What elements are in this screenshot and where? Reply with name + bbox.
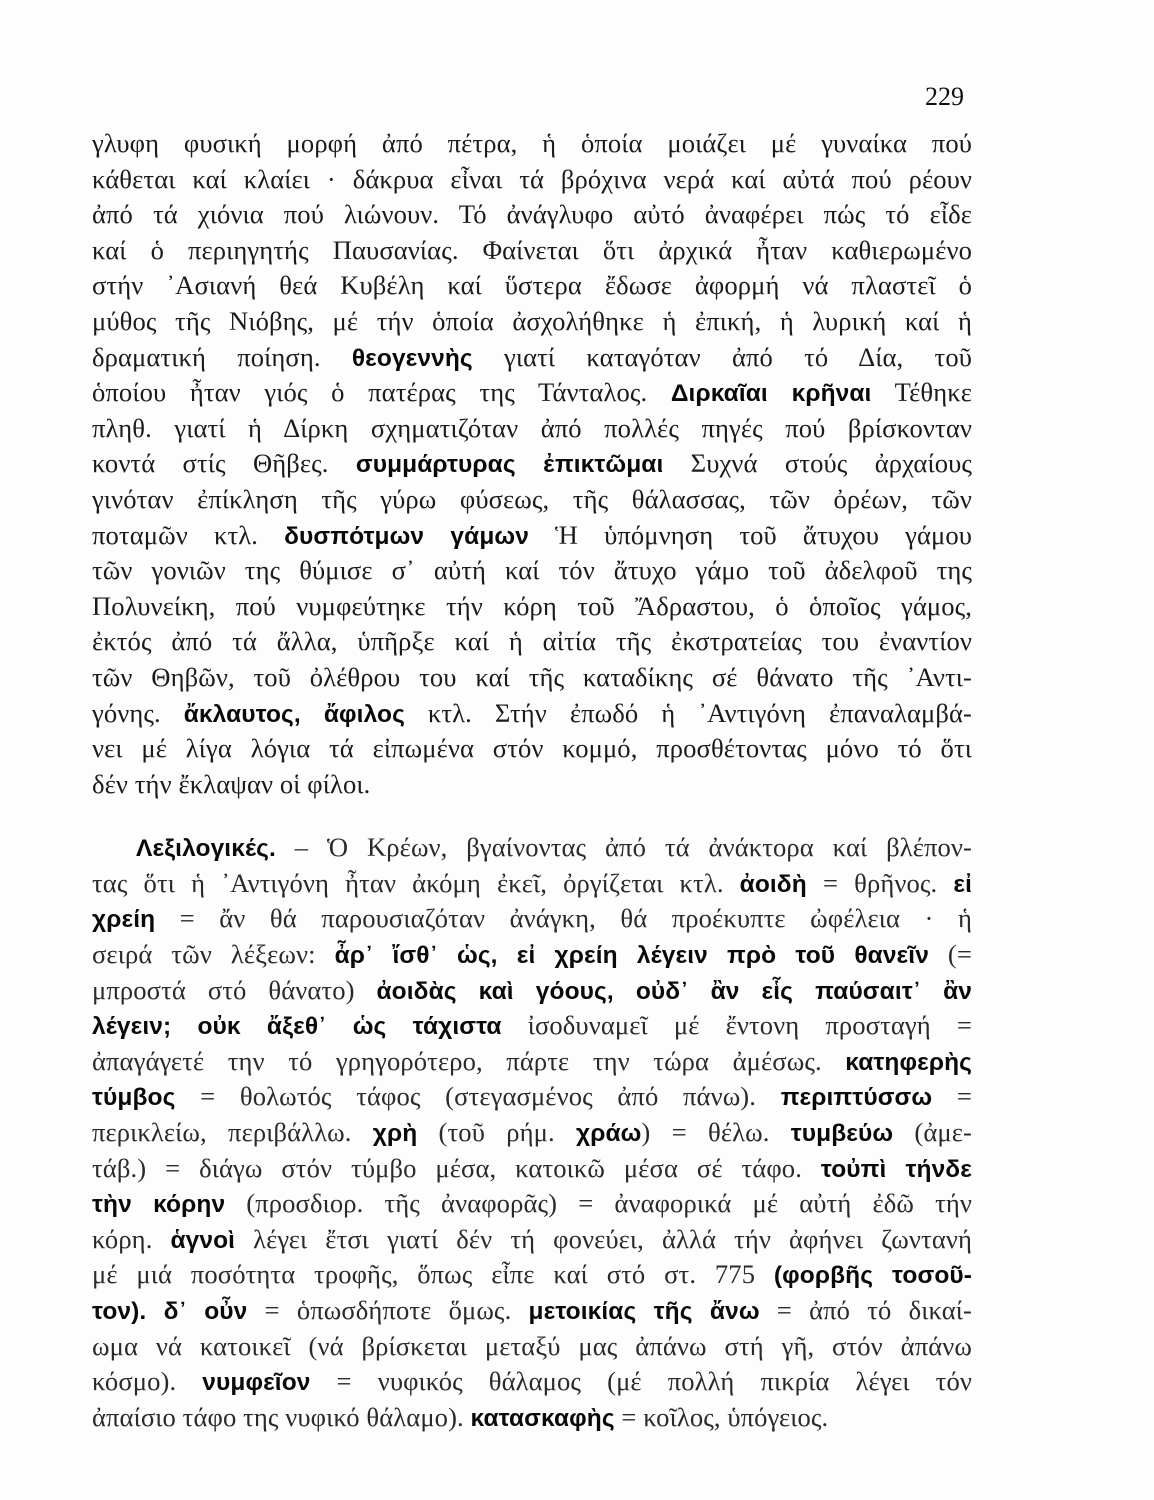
- bold-term: τυμβεύω: [790, 1120, 894, 1148]
- line-text: (ἀμε-: [893, 1117, 972, 1148]
- text-line: [92, 197, 972, 233]
- bold-term: ἀοιδὰς καὶ γόους, οὐδ᾿ ἂν εἷς παύσαιτ᾿ ἂν: [376, 977, 972, 1005]
- text-line: [92, 973, 972, 1009]
- text-line: [92, 830, 972, 866]
- line-text: =: [932, 1081, 972, 1112]
- text-line: [92, 589, 972, 625]
- bold-term: κατηφερὴς: [845, 1048, 972, 1076]
- bold-term: δυσπότμων γάμων: [284, 522, 529, 550]
- text-line: [92, 482, 972, 518]
- line-text: τῶν Θηβῶν, τοῦ ὀλέθρου του καί τῆς καταδίκης σέ θάνατο τῆς ᾿Αντι-: [92, 661, 972, 692]
- line-text: περικλείω, περιβάλλω.: [92, 1117, 373, 1148]
- line-text: ἀπαίσιο τάφο της νυφικό θάλαμο).: [92, 1401, 471, 1432]
- line-text: σειρά τῶν λέξεων:: [92, 939, 335, 970]
- text-line: [92, 1044, 972, 1080]
- bold-term: τύμβος: [92, 1084, 176, 1112]
- text-line: [92, 126, 972, 162]
- line-text: τάβ.) = διάγω στόν τύμβο μέσα, κατοικῶ μέσα σέ τάφο.: [92, 1152, 821, 1183]
- line-text: = ἄν θά παρουσιαζόταν ἀνάγκη, θά προέκυπτε ὠφέλεια · ἡ: [155, 903, 972, 934]
- line-text: γιατί καταγόταν ἀπό τό Δία, τοῦ: [472, 341, 972, 372]
- text-line: [92, 1364, 972, 1400]
- text-line: [92, 162, 972, 198]
- line-text: – Ὁ Κρέων, βγαίνοντας ἀπό τά ἀνάκτορα καί βλέπον-: [275, 832, 972, 863]
- bold-term: λέγειν; οὐκ ἄξεθ᾿ ὡς τάχιστα: [92, 1013, 502, 1041]
- text-line: [92, 731, 972, 767]
- bold-term: θεογεννὴς: [351, 344, 473, 372]
- text-line: [92, 340, 972, 376]
- text-line: [92, 1186, 972, 1222]
- bold-term: τὴν κόρην: [92, 1191, 226, 1219]
- line-text: Τέθηκε: [871, 377, 972, 408]
- text-line: [92, 1222, 972, 1258]
- line-text: κόσμο).: [92, 1366, 203, 1397]
- line-text: καί ὁ περιηγητής Παυσανίας. Φαίνεται ὅτι ἀρχικά ἦταν καθιερωμένο: [92, 234, 972, 265]
- line-text: στήν ᾿Ασιανή θεά Κυβέλη καί ὕστερα ἔδωσε ἀφορμή νά πλαστεῖ ὁ: [92, 270, 972, 301]
- line-text: = ἀπό τό δικαί-: [759, 1295, 972, 1325]
- line-text: ὁποίου ἦταν γιός ὁ πατέρας της Τάνταλος.: [92, 377, 671, 408]
- bold-term: χρείη: [92, 906, 156, 934]
- text-line: [92, 937, 972, 973]
- line-text: ποταμῶν κτλ.: [92, 519, 285, 550]
- bold-term: (φορβῆς τοσοῦ-: [773, 1262, 972, 1290]
- text-line: [92, 696, 972, 732]
- text-line: [92, 233, 972, 269]
- text-line: [92, 1079, 972, 1115]
- line-text: δραματική ποίηση.: [92, 341, 352, 372]
- text-line: [92, 446, 972, 482]
- text-line: [92, 553, 972, 589]
- text-line: [92, 660, 972, 696]
- line-text: γόνης.: [92, 697, 184, 728]
- line-text: κοντά στίς Θῆβες.: [92, 448, 356, 479]
- line-text: μύθος τῆς Νιόβης, μέ τήν ὁποία ἀσχολήθηκε ἡ ἐπική, ἡ λυρική καί ἡ: [92, 305, 972, 336]
- line-text: τῶν γονιῶν της θύμισε σ᾿ αὐτή καί τόν ἄτυχο γάμο τοῦ ἀδελφοῦ της: [92, 555, 972, 586]
- line-text: γλυφη φυσική μορφή ἀπό πέτρα, ἡ ὁποία μοιάζει μέ γυναίκα πού: [92, 128, 972, 158]
- text-line: [92, 767, 972, 803]
- line-text: (τοῦ ρήμ.: [417, 1117, 576, 1148]
- line-text: ἀπαγάγετέ την τό γρηγορότερο, πάρτε την τώρα ἀμέσως.: [92, 1045, 846, 1076]
- line-text: γινόταν ἐπίκληση τῆς γύρω φύσεως, τῆς θάλασσας, τῶν ὀρέων, τῶν: [92, 483, 972, 514]
- line-text: δέν τήν ἔκλαψαν οἱ φίλοι.: [92, 768, 371, 799]
- line-text: Συχνά στούς ἀρχαίους: [663, 448, 973, 479]
- line-text: = νυφικός θάλαμος (μέ πολλή πικρία λέγει τόν: [310, 1366, 972, 1397]
- line-text: τας ὅτι ἡ ᾿Αντιγόνη ἦταν ἀκόμη ἐκεῖ, ὀργίζεται κτλ.: [92, 867, 740, 898]
- line-text: μέ μιά ποσότητα τροφῆς, ὅπως εἶπε καί στό στ. 775: [92, 1259, 774, 1290]
- bold-term: ἀοιδὴ: [739, 870, 807, 898]
- line-text: Ἡ ὑπόμνηση τοῦ ἄτυχου γάμου: [528, 519, 972, 550]
- text-line: [92, 1008, 972, 1044]
- text-line: [92, 1400, 972, 1436]
- bold-term: ἄκλαυτος, ἄφιλος: [183, 700, 405, 728]
- line-text: ἐκτός ἀπό τά ἄλλα, ὑπῆρξε καί ἡ αἰτία τῆς ἐκστρατείας του ἐναντίον: [92, 626, 972, 657]
- line-text: κάθεται καί κλαίει · δάκρυα εἶναι τά βρόχινα νερά καί αὐτά πού ρέουν: [92, 163, 972, 194]
- bold-term: περιπτύσσω: [780, 1084, 933, 1112]
- text-line: [92, 1329, 972, 1365]
- bold-term: συμμάρτυρας ἐπικτῶμαι: [355, 451, 664, 479]
- line-text: = θολωτός τάφος (στεγασμένος ἀπό πάνω).: [175, 1081, 781, 1112]
- line-text: μπροστά στό θάνατο): [92, 974, 377, 1005]
- line-text: ωμα νά κατοικεῖ (νά βρίσκεται μεταξύ μας ἀπάνω στή γῆ, στόν ἀπάνω: [92, 1330, 972, 1361]
- line-text: κόρη.: [92, 1223, 171, 1254]
- text-line: [92, 411, 972, 447]
- line-text: (=: [928, 939, 972, 970]
- paragraph-vocabulary: [92, 830, 972, 1435]
- bold-term: νυμφεῖον: [202, 1369, 311, 1397]
- line-text: = θρῆνος.: [806, 867, 954, 898]
- line-text: ἰσοδυναμεῖ μέ ἔντονη προσταγή =: [501, 1010, 972, 1041]
- line-text: (προσδιορ. τῆς ἀναφορᾶς) = ἀναφορικά μέ αὐτή ἐδῶ τήν: [225, 1188, 972, 1219]
- paragraph-gap: [92, 802, 972, 830]
- line-text: ἀπό τά χιόνια πού λιώνουν. Τό ἀνάγλυφο αὐτό ἀναφέρει πώς τό εἶδε: [92, 199, 972, 230]
- text-line: [92, 1115, 972, 1151]
- line-text: Πολυνείκη, πού νυμφεύτηκε τήν κόρη τοῦ Ἄδραστου, ὁ ὁποῖος γάμος,: [92, 590, 972, 621]
- bold-term: κατασκαφὴς: [470, 1404, 615, 1432]
- line-text: λέγει ἔτσι γιατί δέν τή φονεύει, ἀλλά τήν ἀφήνει ζωντανή: [235, 1223, 972, 1254]
- text-line: [92, 375, 972, 411]
- text-line: [92, 1293, 972, 1329]
- text-line: [92, 1151, 972, 1187]
- bold-term: μετοικίας τῆς ἄνω: [528, 1298, 760, 1325]
- text-line: [92, 304, 972, 340]
- bold-term: ἆρ᾿ ἴσθ᾿ ὡς, εἰ χρείη λέγειν πρὸ τοῦ θανεῖν: [334, 942, 929, 970]
- page-number: 229: [925, 82, 964, 111]
- line-text: νει μέ λίγα λόγια τά εἰπωμένα στόν κομμό, προσθέτοντας μόνο τό ὅτι: [92, 733, 972, 764]
- bold-term: Διρκαῖαι κρῆναι: [670, 380, 872, 408]
- text-body: [92, 126, 972, 1435]
- text-line: [92, 518, 972, 554]
- text-line: [92, 624, 972, 660]
- text-line: [92, 1257, 972, 1293]
- bold-term: Λεξιλογικές.: [136, 835, 276, 863]
- bold-term: χράω: [575, 1120, 642, 1148]
- bold-term: τοὐπὶ τήνδε: [820, 1155, 972, 1183]
- bold-term: ἁγνοὶ: [170, 1226, 236, 1254]
- line-text: = ὁπωσδήποτε ὅμως.: [247, 1295, 529, 1325]
- text-line: [92, 901, 972, 937]
- line-text: κτλ. Στήν ἐπωδό ἡ ᾿Αντιγόνη ἐπαναλαμβά-: [404, 697, 972, 728]
- text-line: [92, 268, 972, 304]
- paragraph-commentary: [92, 126, 972, 802]
- line-text: = κοῖλος, ὑπόγειος.: [614, 1401, 829, 1432]
- line-text: πληθ. γιατί ἡ Δίρκη σχηματιζόταν ἀπό πολλές πηγές πού βρίσκονταν: [92, 412, 972, 443]
- bold-term: εἰ: [953, 870, 972, 898]
- text-line: [92, 866, 972, 902]
- line-text: ) = θέλω.: [641, 1117, 791, 1148]
- bold-term: τον). δ᾿ οὖν: [92, 1298, 248, 1325]
- bold-term: χρὴ: [372, 1120, 418, 1148]
